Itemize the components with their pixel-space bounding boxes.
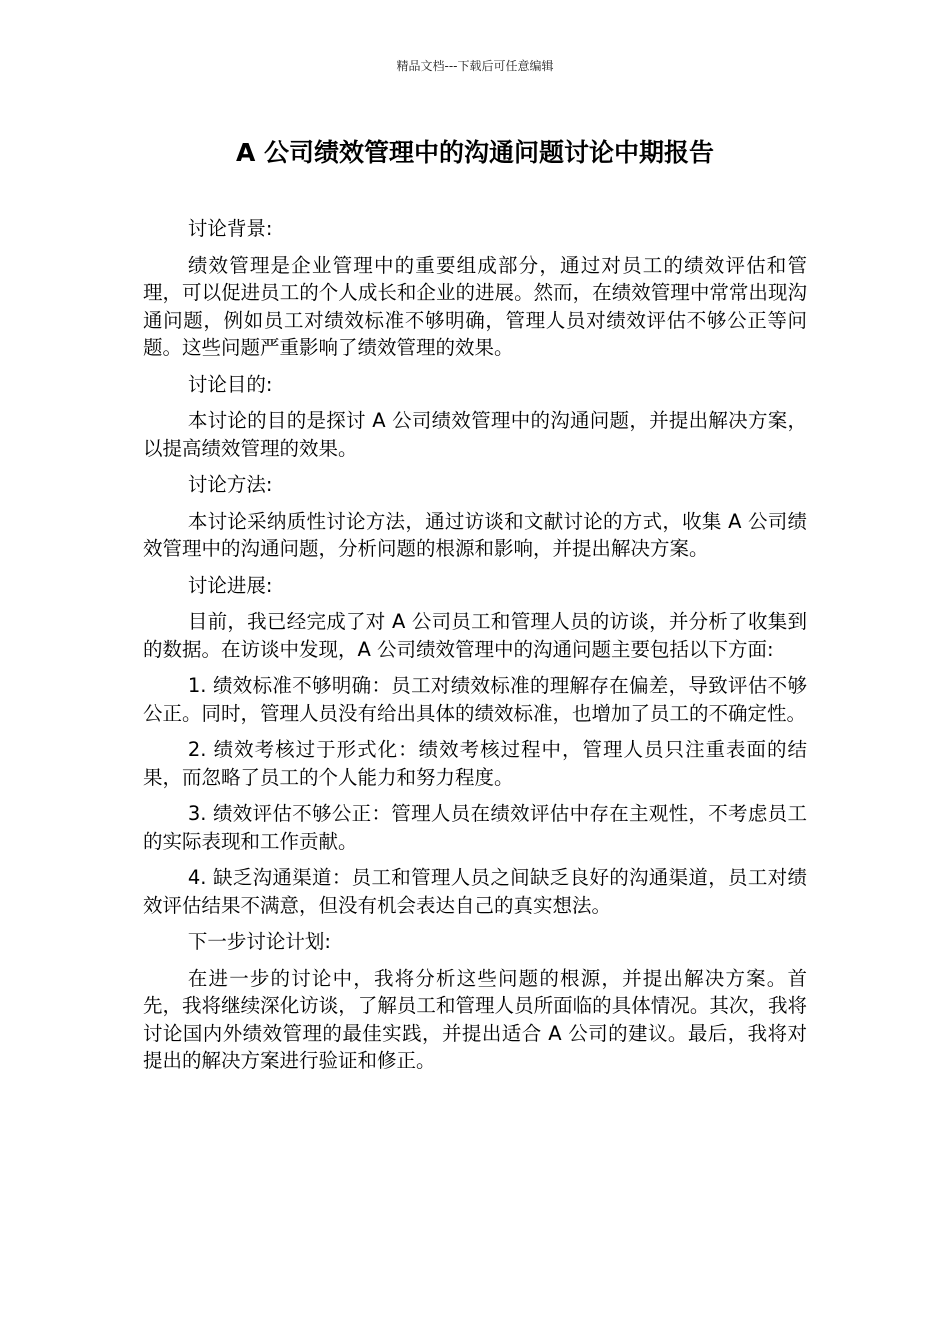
section-heading-progress: 讨论进展: [187,573,273,597]
section-heading-background: 讨论背景: [187,217,273,240]
paragraph-background: 绩效管理是企业管理中的重要组成部分，通过对员工的绩效评估和管理，可以促进员工的个人成长和企业的进展。然而，在绩效管理中常常出现沟通问题，例如员工对绩效标准不够明确，管理人员对绩效评估不够公正等问题。这些问题严重影响了绩效管理的效果。 [143,253,807,359]
list-item-4: 4. 缺乏沟通渠道：员工和管理人员之间缺乏良好的沟通渠道，员工对绩效评估结果不满意，但没有机会表达自己的真实想法。 [143,866,807,917]
section-heading-purpose: 讨论目的: [187,372,273,396]
paragraph-progress: 目前，我已经完成了对 A 公司员工和管理人员的访谈，并分析了收集到的数据。在访谈中发现，A 公司绩效管理中的沟通问题主要包括以下方面: [143,610,807,661]
paragraph-next-steps: 在进一步的讨论中，我将分析这些问题的根源，并提出解决方案。首先，我将继续深化访谈，了解员工和管理人员所面临的具体情况。其次，我将讨论国内外绩效管理的最佳实践，并提出适合 A 公司的建议。最后，我将对提出的解决方案进行验证和修正。 [143,966,807,1072]
document-body [143,215,807,1084]
section-heading-method: 讨论方法: [187,473,273,496]
list-item-2: 2. 绩效考核过于形式化：绩效考核过程中，管理人员只注重表面的结果，而忽略了员工的个人能力和努力程度。 [143,738,807,789]
list-item-1: 1. 绩效标准不够明确：员工对绩效标准的理解存在偏差，导致评估不够公正。同时，管理人员没有给出具体的绩效标准，也增加了员工的不确定性。 [143,674,807,725]
header-note: 精品文档---下载后可任意编辑 [396,59,554,73]
paragraph-purpose: 本讨论的目的是探讨 A 公司绩效管理中的沟通问题，并提出解决方案，以提高绩效管理的效果。 [143,409,807,460]
paragraph-method: 本讨论采纳质性讨论方法，通过访谈和文献讨论的方式，收集 A 公司绩效管理中的沟通问题，分析问题的根源和影响，并提出解决方案。 [143,509,807,560]
section-heading-next-steps: 下一步讨论计划: [187,930,331,953]
list-item-3: 3. 绩效评估不够公正：管理人员在绩效评估中存在主观性，不考虑员工的实际表现和工作贡献。 [143,802,807,853]
document-title: A 公司绩效管理中的沟通问题讨论中期报告 [235,138,715,167]
